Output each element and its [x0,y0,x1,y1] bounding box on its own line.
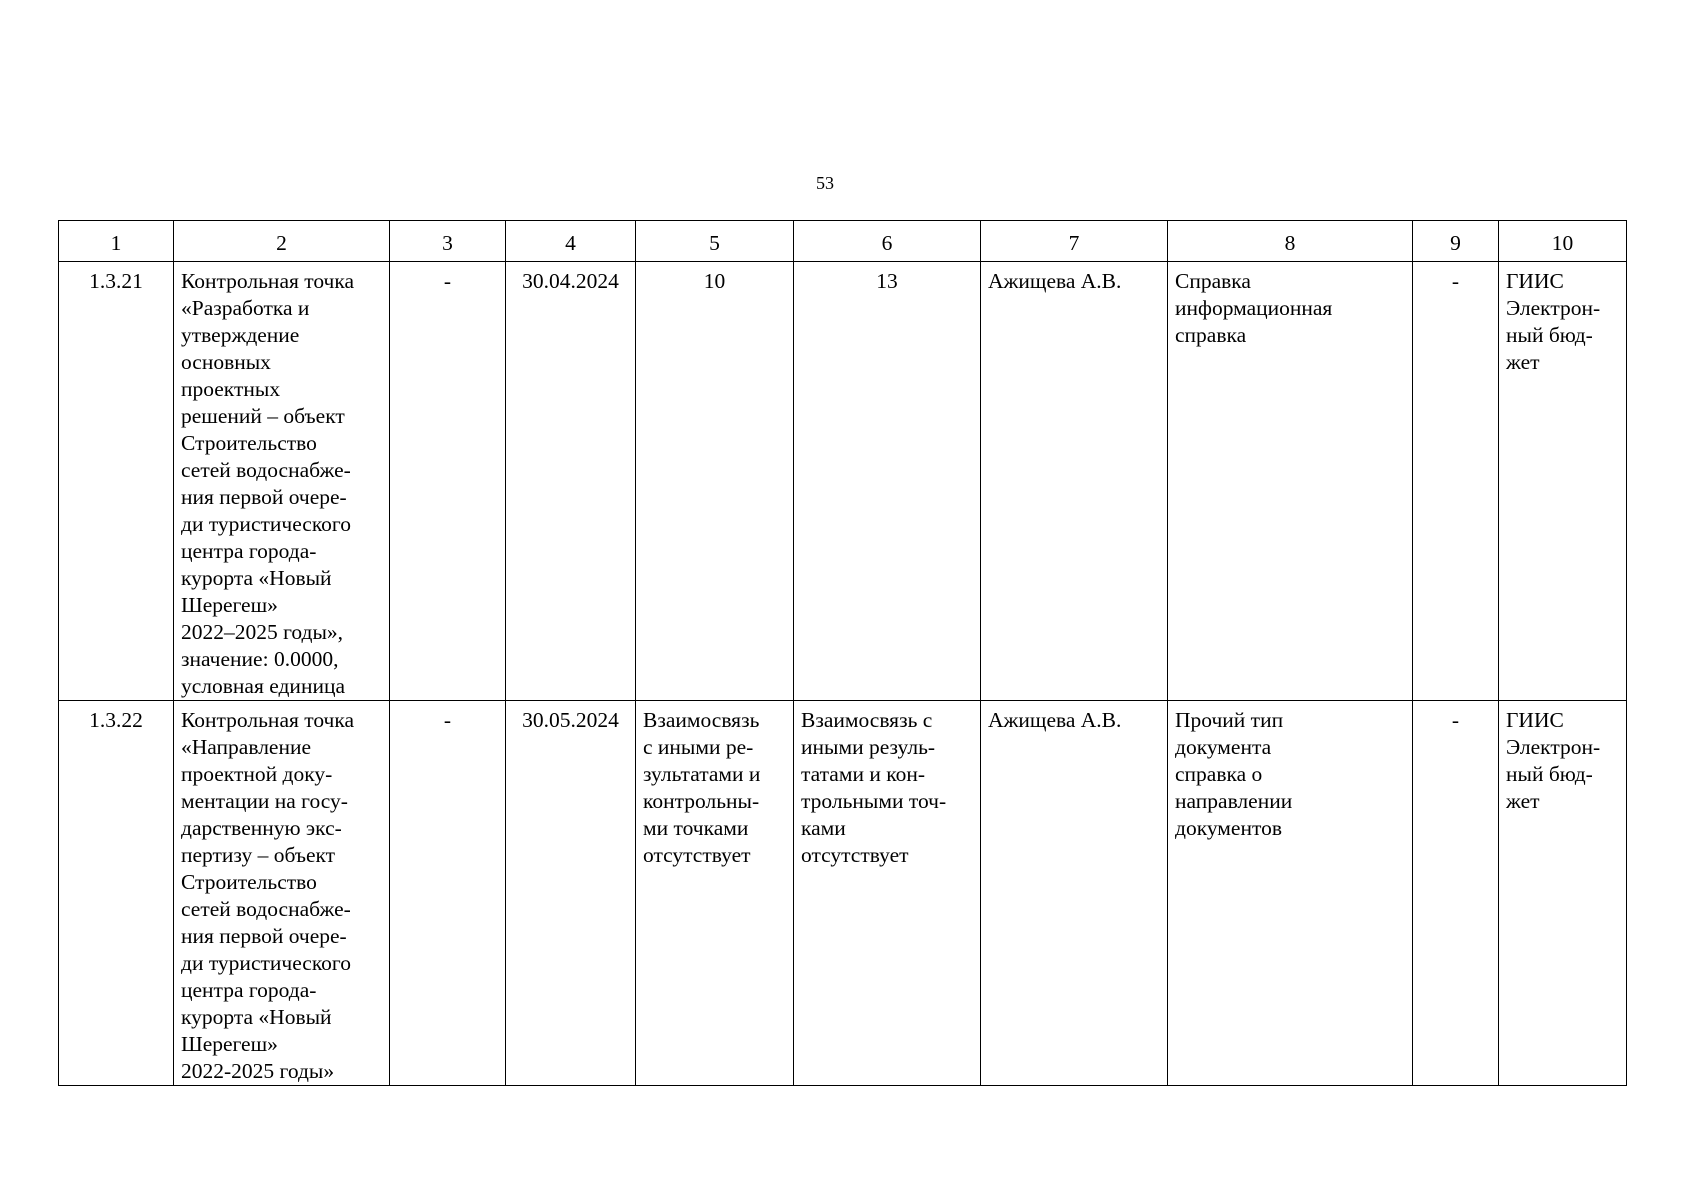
cell-col-9: - [1413,262,1499,701]
cell-system: ГИИС Электрон- ный бюд- жет [1499,701,1627,1086]
column-header-4: 4 [506,221,636,262]
cell-col-5: Взаимосвязь с иными ре- зультатами и контрольны- ми точками отсутствует [636,701,794,1086]
column-header-9: 9 [1413,221,1499,262]
cell-control-point: Контрольная точка «Разработка и утверждение основных проектных решений – объект Строительство сетей водоснабже- ния первой очере- ди туристического центра города- курорта «Новый Шерегеш» 2022–2025 годы», значение: 0.0000, условная единица [174,262,390,701]
page-number: 53 [816,173,834,193]
cell-responsible: Ажищева А.В. [981,701,1168,1086]
cell-document-type: Прочий тип документа справка о направлении документов [1168,701,1413,1086]
cell-col-6: Взаимосвязь с иными резуль- татами и кон- трольными точ- ками отсутствует [794,701,981,1086]
cell-col-3: - [390,262,506,701]
cell-date: 30.05.2024 [506,701,636,1086]
column-header-1: 1 [59,221,174,262]
cell-document-type: Справка информационная справка [1168,262,1413,701]
cell-responsible: Ажищева А.В. [981,262,1168,701]
cell-control-point: Контрольная точка «Направление проектной доку- ментации на госу- дарственную экс- пертизу – объект Строительство сетей водоснабже- ния первой очере- ди туристического центра города- курорта «Новый Шерегеш» 2022-2025 годы» [174,701,390,1086]
column-header-8: 8 [1168,221,1413,262]
column-header-6: 6 [794,221,981,262]
table-row [59,701,1627,1086]
header-row [59,221,1627,262]
column-header-7: 7 [981,221,1168,262]
cell-col-5: 10 [636,262,794,701]
table-row [59,262,1627,701]
cell-system: ГИИС Электрон- ный бюд- жет [1499,262,1627,701]
column-header-2: 2 [174,221,390,262]
cell-date: 30.04.2024 [506,262,636,701]
cell-col-3: - [390,701,506,1086]
cell-number: 1.3.22 [59,701,174,1086]
cell-number: 1.3.21 [59,262,174,701]
cell-col-6: 13 [794,262,981,701]
cell-col-9: - [1413,701,1499,1086]
column-header-10: 10 [1499,221,1627,262]
column-header-3: 3 [390,221,506,262]
column-header-5: 5 [636,221,794,262]
control-points-table [58,220,1627,1086]
